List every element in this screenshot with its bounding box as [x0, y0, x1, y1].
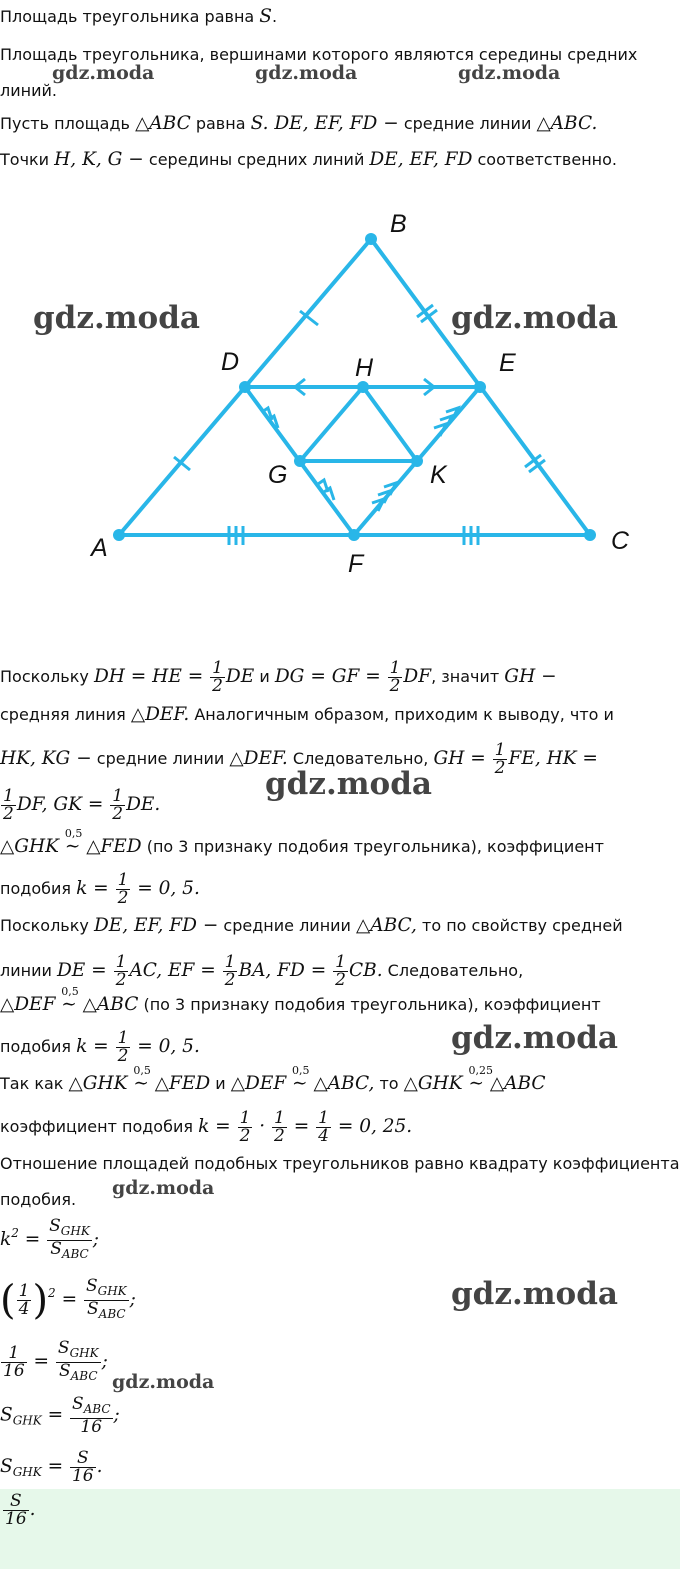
solution-line-4: $\frac{1}{2}$ DF, GK = $\frac{1}{2}$ DE.	[3, 786, 161, 824]
watermark: gdz.moda	[451, 1276, 618, 1312]
statement-line: Площадь треугольника равна S.	[0, 6, 278, 27]
watermark: gdz.moda	[458, 62, 561, 84]
setup-line: Пусть площадь △ABC равна S. DE, EF, FD − средние линии △ABC.	[0, 113, 598, 134]
watermark: gdz.moda	[255, 62, 358, 84]
watermark: gdz.moda	[52, 62, 155, 84]
solution-line-9: △DEF 0,5 ∼ △ABC (по 3 признаку подобия треугольника), коэффициент	[0, 985, 601, 1015]
points-line: Точки H, K, G − середины средних линий DE, EF, FD соответственно.	[0, 149, 617, 170]
solution-line-3: HK, KG − средние линии △DEF. Следовательно, GH = $\frac{1}{2}$ FE, HK =	[0, 740, 598, 778]
solution-line-1: Поскольку DH = HE = $\frac{1}{2}$ DE и DG = GF = $\frac{1}{2}$ DF, значит GH −	[0, 658, 557, 696]
tick-marks	[174, 305, 545, 545]
equation-4: $S_{GHK}$ = $\frac{S_{ABC}}{16}$ ;	[0, 1394, 120, 1437]
solution-line-13: Отношение площадей подобных треугольников равно квадрату коэффициента	[0, 1154, 680, 1173]
solution-line-2: средняя линия △DEF. Аналогичным образом, приходим к выводу, что и	[0, 704, 614, 725]
watermark: gdz.moda	[451, 300, 618, 336]
solution-line-12: коэффициент подобия k = $\frac{1}{2}$ · $\frac{1}{2}$ = $\frac{1}{4}$ = 0, 25.	[0, 1108, 413, 1146]
solution-line-11: Так как △GHK 0,5 ∼ △FED и △DEF 0,5 ∼ △ABC, то △GHK 0,25 ∼ △ABC	[0, 1064, 546, 1094]
solution-line-14: подобия.	[0, 1190, 77, 1209]
label-c: C	[611, 527, 630, 555]
label-b: B	[390, 210, 407, 238]
watermark: gdz.moda	[112, 1177, 215, 1199]
label-k: K	[430, 461, 447, 489]
label-e: E	[499, 349, 516, 377]
solution-line-7: Поскольку DE, EF, FD − средние линии △ABC, то по свойству средней	[0, 915, 623, 936]
watermark: gdz.moda	[33, 300, 200, 336]
answer-value: $\frac{S}{16}$ .	[5, 1491, 36, 1529]
watermark: gdz.moda	[112, 1371, 215, 1393]
solution-line-6: подобия k = $\frac{1}{2}$ = 0, 5.	[0, 870, 200, 908]
equation-2: ( $\frac{1}{4}$ )$^2$ = $\frac{S_{GHK}}{S_{ABC}}$ ;	[0, 1276, 136, 1324]
label-d: D	[221, 348, 240, 376]
label-h: H	[355, 354, 374, 382]
segment-hk	[363, 387, 417, 461]
solution-line-10: подобия k = $\frac{1}{2}$ = 0, 5.	[0, 1028, 200, 1066]
question-line: Площадь треугольника, вершинами которого являются середины средних	[0, 45, 638, 64]
question-line-2: линий.	[0, 81, 57, 100]
solution-line-5: △GHK 0,5 ∼ △FED (по 3 признаку подобия треугольника), коэффициент	[0, 827, 604, 857]
watermark: gdz.moda	[451, 1020, 618, 1056]
equation-3: $\frac{1}{16}$ = $\frac{S_{GHK}}{S_{ABC}}$ ;	[3, 1338, 108, 1383]
label-g: G	[268, 461, 288, 489]
watermark: gdz.moda	[265, 766, 432, 802]
answer-box	[0, 1489, 680, 1569]
triangle-diagram	[0, 188, 680, 608]
label-a: A	[91, 534, 108, 562]
equation-5: $S_{GHK}$ = $\frac{S}{16}$ .	[0, 1448, 103, 1486]
equation-1: $k^2$ = $\frac{S_{GHK}}{S_{ABC}}$ ;	[0, 1216, 100, 1261]
segment-hg	[300, 387, 363, 461]
label-f: F	[348, 550, 364, 578]
solution-line-8: линии DE = $\frac{1}{2}$ AC, EF = $\frac{1}{2}$ BA, FD = $\frac{1}{2}$ CB. Следовательно,	[0, 952, 524, 990]
